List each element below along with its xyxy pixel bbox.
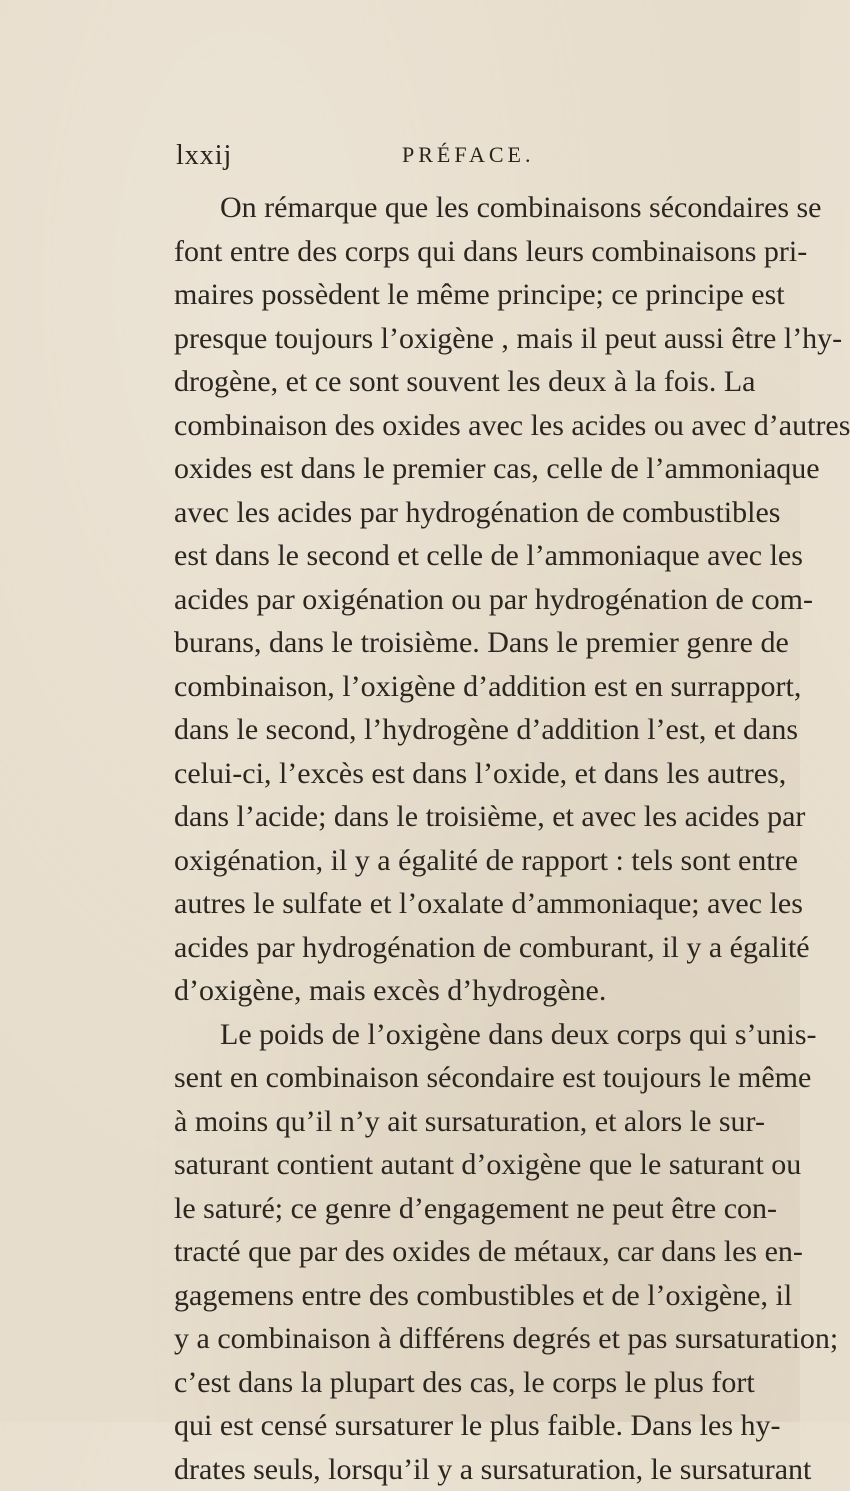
text-line: drogène, et ce sont souvent les deux à la fois. La (174, 360, 754, 404)
text-line: acides par oxigénation ou par hydrogénation de com- (174, 578, 754, 622)
text-line: saturant contient autant d’oxigène que le saturant ou (174, 1143, 754, 1187)
text-line: autres le sulfate et l’oxalate d’ammoniaque; avec les (174, 882, 754, 926)
text-line: sent en combinaison sécondaire est toujours le même (174, 1056, 754, 1100)
text-line: c’est dans la plupart des cas, le corps le plus fort (174, 1361, 754, 1405)
text-line: combinaison des oxides avec les acides ou avec d’autres (174, 404, 754, 448)
text-line: oxides est dans le premier cas, celle de l’ammoniaque (174, 447, 754, 491)
text-line: tracté que par des oxides de métaux, car dans les en- (174, 1230, 754, 1274)
text-line: maires possèdent le même principe; ce principe est (174, 273, 754, 317)
text-line: combinaison, l’oxigène d’addition est en surrapport, (174, 665, 754, 709)
text-line: On rémarque que les combinaisons sécondaires se (174, 186, 754, 230)
text-line: le saturé; ce genre d’engagement ne peut être con- (174, 1187, 754, 1231)
text-line: y a combinaison à différens degrés et pas sursaturation; (174, 1317, 754, 1361)
text-line: Le poids de l’oxigène dans deux corps qui s’unis- (174, 1013, 754, 1057)
text-line: qui est censé sursaturer le plus faible. Dans les hy- (174, 1404, 754, 1448)
text-line: avec les acides par hydrogénation de combustibles (174, 491, 754, 535)
text-line: d’oxigène, mais excès d’hydrogène. (174, 969, 754, 1013)
text-line: oxigénation, il y a égalité de rapport : tels sont entre (174, 839, 754, 883)
text-line: celui-ci, l’excès est dans l’oxide, et dans les autres, (174, 752, 754, 796)
text-line: à moins qu’il n’y ait sursaturation, et alors le sur- (174, 1100, 754, 1144)
text-line: burans, dans le troisième. Dans le premier genre de (174, 621, 754, 665)
page-header (176, 140, 736, 180)
text-line: gagemens entre des combustibles et de l’oxigène, il (174, 1274, 754, 1318)
text-line: font entre des corps qui dans leurs combinaisons pri- (174, 230, 754, 274)
text-line: acides par hydrogénation de comburant, il y a égalité (174, 926, 754, 970)
running-head: PRÉFACE. (402, 142, 534, 168)
text-line: dans l’acide; dans le troisième, et avec les acides par (174, 795, 754, 839)
body-text (174, 186, 754, 1491)
text-line: dans le second, l’hydrogène d’addition l’est, et dans (174, 708, 754, 752)
text-line: est dans le second et celle de l’ammoniaque avec les (174, 534, 754, 578)
page-number: lxxij (176, 140, 232, 172)
text-line: drates seuls, lorsqu’il y a sursaturation, le sursaturant (174, 1448, 754, 1491)
text-line: presque toujours l’oxigène , mais il peut aussi être l’hy- (174, 317, 754, 361)
